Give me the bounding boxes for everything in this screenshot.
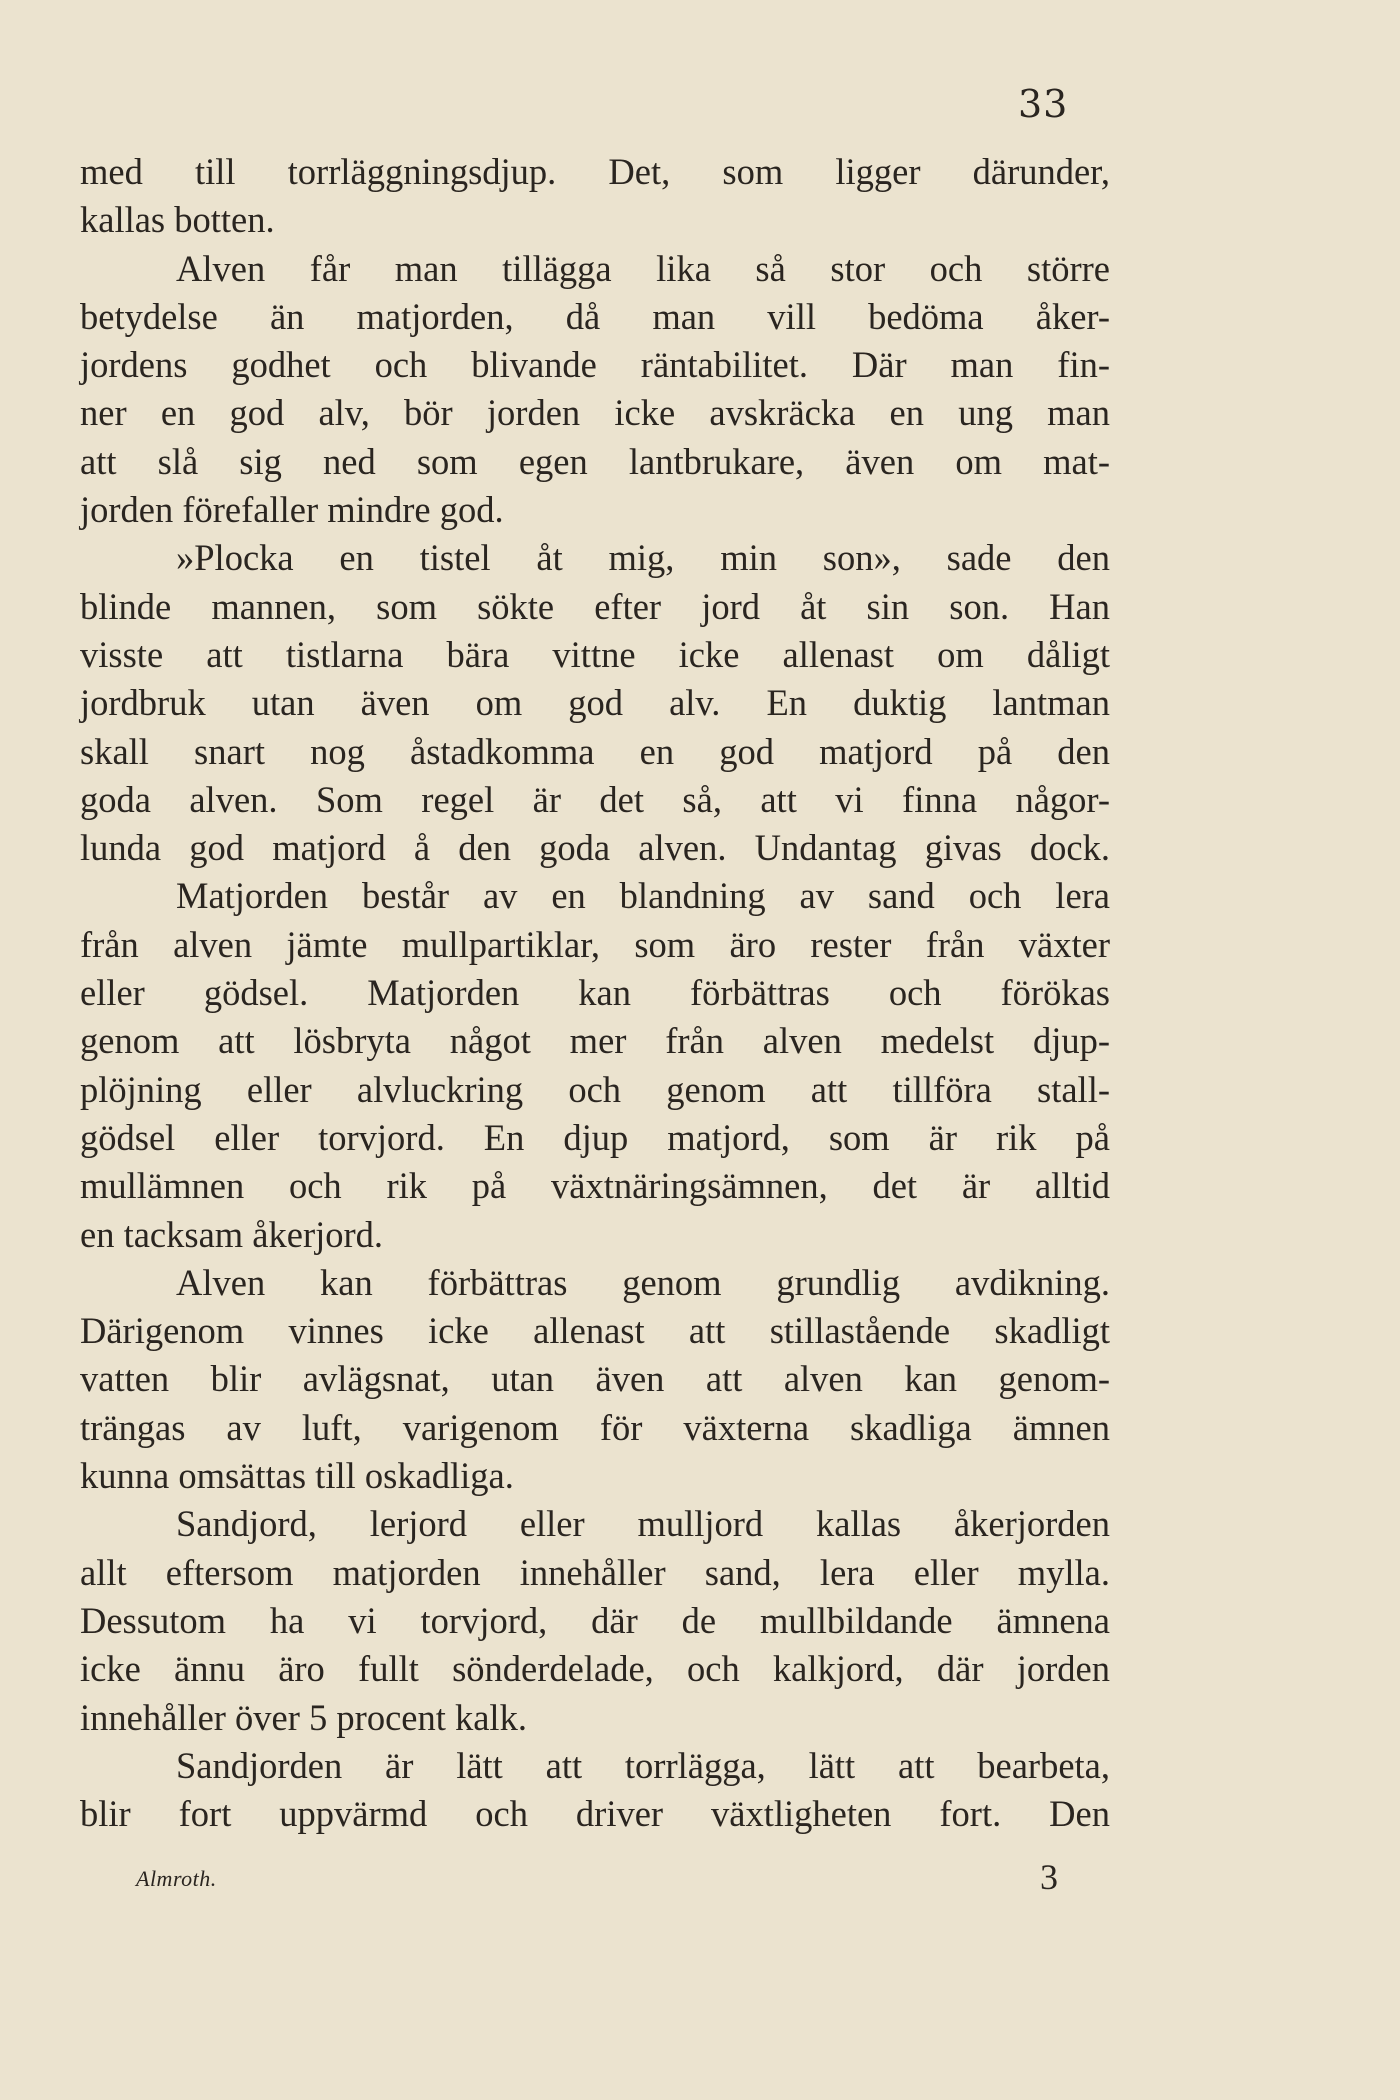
text-line: lunda god matjord å den goda alven. Undantag givas dock.: [80, 827, 1110, 869]
text-line: innehåller över 5 procent kalk.: [80, 1696, 527, 1738]
text-line: skall snart nog åstadkomma en god matjord på den: [80, 730, 1110, 772]
text-line: eller gödsel. Matjorden kan förbättras och förökas: [80, 972, 1110, 1014]
signature-mark: 3: [1040, 1857, 1058, 1897]
text-line: mullämnen och rik på växtnäringsämnen, det är alltid: [80, 1165, 1110, 1207]
text-line: plöjning eller alvluckring och genom att tillföra stall-: [80, 1068, 1110, 1110]
text-line: Därigenom vinnes icke allenast att stillastående skadligt: [80, 1310, 1110, 1352]
text-line: ner en god alv, bör jorden icke avskräcka en ung man: [80, 392, 1110, 434]
text-line: med till torrläggningsdjup. Det, som ligger därunder,: [80, 151, 1110, 192]
page-number: 33: [1018, 82, 1069, 126]
text-line: visste att tistlarna bära vittne icke allenast om dåligt: [80, 633, 1110, 675]
text-line: betydelse än matjorden, då man vill bedöma åker-: [80, 295, 1110, 337]
text-line: Dessutom ha vi torvjord, där de mullbildande ämnena: [80, 1599, 1110, 1641]
text-line: Sandjord, lerjord eller mulljord kallas åkerjorden: [176, 1503, 1110, 1545]
text-line: att slå sig ned som egen lantbrukare, även om mat-: [80, 440, 1110, 482]
text-line: en tacksam åkerjord.: [80, 1213, 384, 1255]
text-line: Matjorden består av en blandning av sand och lera: [176, 875, 1110, 917]
text-line: jordbruk utan även om god alv. En duktig lantman: [80, 682, 1110, 724]
text-line: allt eftersom matjorden innehåller sand, lera eller mylla.: [80, 1551, 1110, 1593]
body-text: [80, 148, 1110, 1838]
text-line: kunna omsättas till oskadliga.: [80, 1455, 514, 1497]
text-line: icke ännu äro fullt sönderdelade, och kalkjord, där jorden: [80, 1648, 1110, 1690]
text-line: Sandjorden är lätt att torrlägga, lätt att bearbeta,: [176, 1744, 1110, 1786]
text-line: »Plocka en tistel åt mig, min son», sade den: [176, 537, 1110, 579]
text-line: genom att lösbryta något mer från alven medelst djup-: [80, 1020, 1110, 1062]
text-line: goda alven. Som regel är det så, att vi finna någor-: [80, 778, 1110, 820]
text-line: blir fort uppvärmd och driver växtligheten fort. Den: [80, 1793, 1110, 1835]
text-line: jordens godhet och blivande räntabilitet. Där man fin-: [80, 344, 1110, 386]
text-line: Alven får man tillägga lika så stor och större: [176, 247, 1110, 289]
text-line: blinde mannen, som sökte efter jord åt sin son. Han: [80, 585, 1110, 627]
text-line: kallas botten.: [80, 199, 275, 241]
text-line: gödsel eller torvjord. En djup matjord, som är rik på: [80, 1116, 1110, 1158]
footer-author: Almroth.: [136, 1866, 217, 1891]
text-line: trängas av luft, varigenom för växterna skadliga ämnen: [80, 1406, 1110, 1448]
text-line: Alven kan förbättras genom grundlig avdikning.: [176, 1261, 1110, 1303]
text-line: från alven jämte mullpartiklar, som äro rester från växter: [80, 923, 1110, 965]
text-line: vatten blir avlägsnat, utan även att alven kan genom-: [80, 1358, 1110, 1400]
text-line: jorden förefaller mindre god.: [80, 489, 504, 531]
